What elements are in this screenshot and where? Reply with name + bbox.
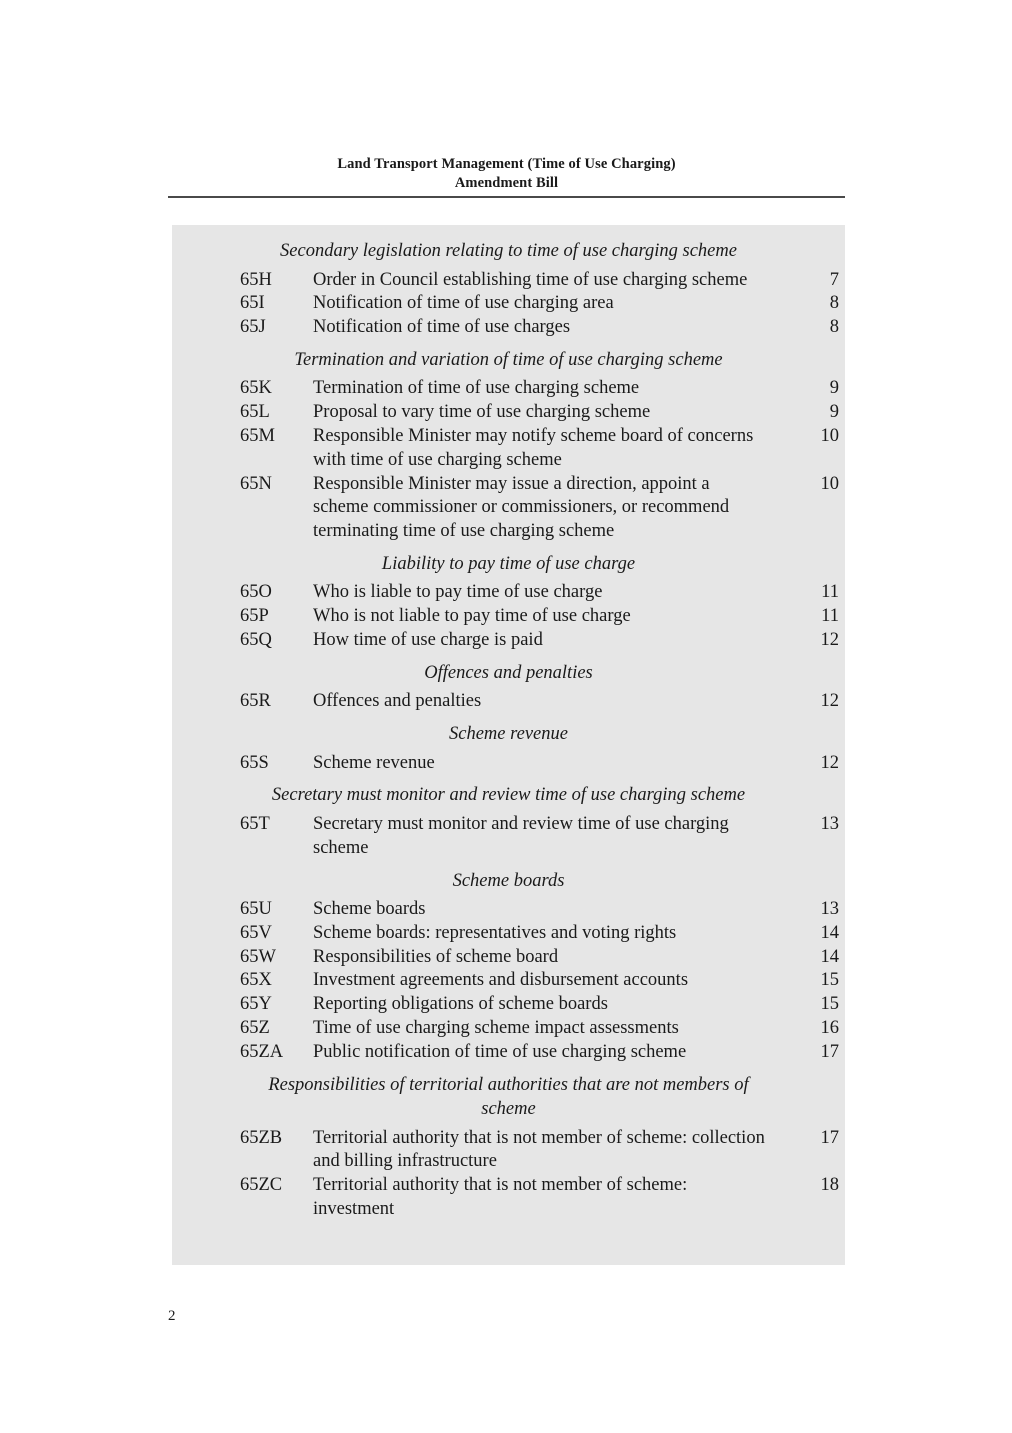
toc-entry-title: Territorial authority that is not member of scheme: investment xyxy=(313,1175,688,1220)
toc-entry-number: 65H xyxy=(240,269,272,290)
toc-entry-title: How time of use charge is paid xyxy=(313,630,543,651)
toc-section-heading: Secondary legislation relating to time of use charging scheme xyxy=(280,241,737,261)
toc-entry-title: Public notification of time of use charging scheme xyxy=(313,1041,687,1062)
toc-entry[interactable] xyxy=(172,1017,845,1041)
toc-entry[interactable] xyxy=(172,581,845,605)
toc-entry[interactable] xyxy=(172,898,845,922)
toc-entry-number: 65Y xyxy=(240,994,272,1015)
toc-entry-number: 65V xyxy=(240,922,272,943)
toc-entry[interactable] xyxy=(172,690,845,714)
toc-entry-title: Territorial authority that is not member of scheme: collection and billing infrastructure xyxy=(313,1127,765,1172)
toc-entry-number: 65X xyxy=(240,970,272,991)
toc-entry-title: Investment agreements and disbursement accounts xyxy=(313,970,689,991)
toc-entry-number: 65K xyxy=(240,378,272,399)
running-header-line-2: Amendment Bill xyxy=(454,175,559,191)
toc-entry[interactable] xyxy=(172,1127,845,1175)
toc-entry-number: 65U xyxy=(240,899,272,920)
toc-entry-page-number: 13 xyxy=(820,813,839,834)
toc-entry[interactable] xyxy=(172,401,845,425)
toc-entry-number: 65O xyxy=(240,582,272,603)
toc-entry-page-number: 12 xyxy=(820,630,839,651)
toc-entry-number: 65W xyxy=(240,946,276,967)
toc-entry-title: Responsible Minister may issue a direction, appoint a scheme commissioner or commissioners, or recommend terminating time of use charging scheme xyxy=(313,473,730,542)
toc-entry-page-number: 11 xyxy=(821,606,839,627)
toc-entry-page-number: 16 xyxy=(820,1018,839,1039)
toc-entry-title: Who is liable to pay time of use charge xyxy=(313,582,603,603)
toc-section-heading: Termination and variation of time of use charging scheme xyxy=(294,349,723,370)
toc-entry-number: 65ZA xyxy=(240,1041,284,1062)
toc-entry-number: 65T xyxy=(240,813,270,834)
toc-entry-page-number: 14 xyxy=(820,946,839,967)
toc-entry[interactable] xyxy=(172,473,845,544)
toc-entry[interactable] xyxy=(172,629,845,653)
toc-entry-page-number: 17 xyxy=(820,1041,839,1062)
toc-entry-page-number: 17 xyxy=(820,1127,839,1148)
toc-entry-number: 65ZB xyxy=(240,1127,283,1148)
toc-entry-page-number: 12 xyxy=(820,691,839,712)
toc-entry[interactable] xyxy=(172,605,845,629)
toc-entry[interactable] xyxy=(172,377,845,401)
toc-entry[interactable] xyxy=(172,1041,845,1065)
toc-entry-number: 65R xyxy=(240,691,271,712)
toc-entry-title: Responsible Minister may notify scheme board of concerns with time of use charging scheme xyxy=(313,425,754,470)
toc-section-heading: Scheme boards xyxy=(452,870,565,891)
header-rule xyxy=(168,196,845,198)
toc-entry-title: Order in Council establishing time of use charging scheme xyxy=(313,269,748,290)
toc-entry-title: Scheme boards xyxy=(313,899,426,920)
toc-entry[interactable] xyxy=(172,425,845,473)
toc-entry-title: Scheme boards: representatives and voting rights xyxy=(313,922,677,943)
toc-entry[interactable] xyxy=(172,292,845,316)
toc-entry-title: Time of use charging scheme impact assessments xyxy=(313,1018,679,1039)
toc-entry-title: Who is not liable to pay time of use charge xyxy=(313,606,631,627)
toc-entry-page-number: 8 xyxy=(829,293,839,314)
toc-section-heading: Liability to pay time of use charge xyxy=(381,553,636,574)
running-header xyxy=(168,155,845,193)
toc-entry-number: 65M xyxy=(240,425,275,446)
toc-entry[interactable] xyxy=(172,922,845,946)
toc-entry-page-number: 10 xyxy=(820,473,839,494)
toc-entry-page-number: 9 xyxy=(829,378,839,399)
toc-entry-title: Responsibilities of scheme board xyxy=(313,946,559,967)
toc-entry[interactable] xyxy=(172,316,845,340)
table-of-contents-panel xyxy=(172,225,845,1265)
toc-entry[interactable] xyxy=(172,993,845,1017)
toc-section-heading: Secretary must monitor and review time of use charging scheme xyxy=(271,785,746,806)
toc-section-heading: Scheme revenue xyxy=(449,724,568,745)
toc-entry-number: 65ZC xyxy=(240,1175,283,1196)
toc-entry-title: Termination of time of use charging scheme xyxy=(313,378,640,399)
running-header-line-1: Land Transport Management (Time of Use Charging) xyxy=(337,156,676,172)
toc-entry-number: 65S xyxy=(240,752,269,773)
toc-entry-title: Secretary must monitor and review time of use charging scheme xyxy=(313,813,729,858)
toc-entry-title: Notification of time of use charges xyxy=(313,317,571,338)
toc-entry-number: 65I xyxy=(240,293,265,314)
toc-entry-page-number: 15 xyxy=(820,994,839,1015)
toc-entry-title: Scheme revenue xyxy=(313,752,435,773)
toc-entry-number: 65Q xyxy=(240,630,272,651)
page-number: 2 xyxy=(168,1308,176,1324)
toc-entry-title: Proposal to vary time of use charging scheme xyxy=(313,402,651,423)
toc-entry-page-number: 15 xyxy=(820,970,839,991)
toc-entry-title: Offences and penalties xyxy=(313,691,482,712)
toc-section-heading: Responsibilities of territorial authorities that are not members of scheme xyxy=(268,1074,749,1120)
toc-entry-page-number: 8 xyxy=(829,317,839,338)
toc-entry-page-number: 11 xyxy=(821,582,839,603)
toc-entry-page-number: 9 xyxy=(829,402,839,423)
toc-entry-page-number: 13 xyxy=(820,899,839,920)
toc-entry-number: 65J xyxy=(240,317,266,338)
toc-entry-page-number: 18 xyxy=(820,1175,839,1196)
toc-entry[interactable] xyxy=(172,946,845,970)
toc-entry-page-number: 7 xyxy=(829,269,839,290)
toc-entry[interactable] xyxy=(172,269,845,293)
toc-section-heading: Offences and penalties xyxy=(424,662,593,683)
toc-entry-page-number: 12 xyxy=(820,752,839,773)
toc-entry-page-number: 14 xyxy=(820,922,839,943)
toc-entry-page-number: 10 xyxy=(820,425,839,446)
toc-entry[interactable] xyxy=(172,1174,845,1222)
toc-entry-title: Reporting obligations of scheme boards xyxy=(313,994,608,1015)
toc-entry[interactable] xyxy=(172,813,845,861)
toc-entry-number: 65Z xyxy=(240,1018,270,1039)
toc-entry-number: 65N xyxy=(240,473,272,494)
toc-entry-number: 65L xyxy=(240,402,270,423)
toc-entry[interactable] xyxy=(172,969,845,993)
toc-entry[interactable] xyxy=(172,752,845,776)
toc-entry-number: 65P xyxy=(240,606,269,627)
toc-entry-title: Notification of time of use charging area xyxy=(313,293,614,314)
